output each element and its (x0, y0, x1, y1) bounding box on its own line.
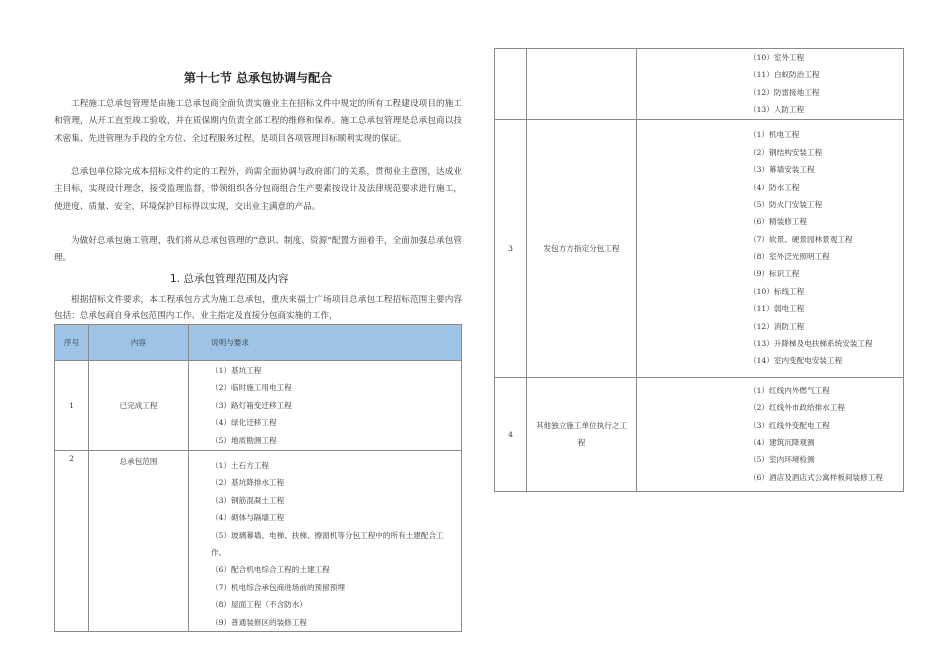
list-item: （11）弱电工程 (749, 304, 805, 314)
list-item: （14）室内变配电安装工程 (749, 356, 843, 366)
list-item: （9）普通装修区的装修工程 (211, 617, 307, 627)
table-row (495, 49, 904, 120)
scope-table-right (494, 48, 904, 492)
list-item: （1）红线内外燃气工程 (749, 385, 830, 395)
subsection-title: 1. 总承包管理范围及内容 (170, 273, 289, 285)
list-item: （6）配合机电综合工程的土建工程 (211, 565, 330, 575)
list-item: （4）建筑沉降观测 (749, 438, 815, 448)
row-content: 已完成工程 (89, 361, 189, 451)
table-header-row (55, 325, 462, 361)
row-desc (189, 451, 462, 632)
table-row (495, 119, 904, 377)
list-item: （12）消防工程 (749, 321, 805, 331)
header-no: 序号 (55, 325, 89, 361)
row-number: 3 (495, 119, 527, 377)
list-item: （9）标识工程 (749, 269, 800, 279)
list-item: （4）防水工程 (749, 182, 800, 192)
list-item: （6）酒店及酒店式公寓样板间装修工程 (749, 472, 883, 482)
row-number: 4 (495, 377, 527, 491)
list-item: （2）钢结构安装工程 (749, 147, 823, 157)
table-row (55, 451, 462, 632)
row-content: 发包方方指定分包工程 (527, 119, 637, 377)
list-item: （2）基坑降排水工程 (211, 478, 285, 488)
row-content: 其他独立施工单位执行之工程 (527, 377, 637, 491)
paragraph-1: 工程施工总承包管理是由施工总承包商全面负责实施业主在招标文件中规定的所有工程建设项目的施工和管理，从开工直至竣工验收，并在质保期内负责全部工程的维修和保养。施工总承包管理是总承包商以技术密集、先进管理为手段的全方位、全过程服务过程，是项目各项管理目标顺利实现的保证。 (54, 99, 462, 144)
list-item: （4）绿化迁移工程 (211, 418, 277, 428)
row-number: 1 (55, 361, 89, 451)
row-desc (637, 377, 904, 491)
row-desc (637, 49, 904, 120)
section-title: 第十七节 总承包协调与配合 (183, 71, 333, 85)
list-item: （6）精装修工程 (749, 217, 807, 227)
list-item: （5）防火门安装工程 (749, 199, 823, 209)
list-item: （3）幕墙安装工程 (749, 165, 815, 175)
row-desc (189, 361, 462, 451)
list-item: （11）白蚁防治工程 (749, 70, 820, 80)
subsection-intro: 根据招标文件要求，本工程承包方式为施工总承包，重庆来福士广场项目总承包工程招标范围主要内容包括：总承包商自身承包范围内工作、业主指定及直接分包商实施的工作， (54, 295, 462, 321)
list-item: （5）室内环境检测 (749, 455, 815, 465)
header-desc: 说明与要求 (189, 325, 462, 361)
list-item: （10）标线工程 (749, 286, 805, 296)
list-item: （1）土石方工程 (211, 461, 269, 470)
list-item: （5）玻璃幕墙、电梯、扶梯、擦窗机等分包工程中的所有土建配合工作。 (211, 530, 444, 557)
row-number: 2 (55, 451, 89, 632)
row-content (527, 49, 637, 120)
list-item: （13）人防工程 (749, 105, 805, 115)
list-item: （5）地质勘测工程 (211, 435, 277, 445)
list-item: （2）红线外市政给排水工程 (749, 403, 845, 413)
list-item: （8）室外泛光照明工程 (749, 252, 830, 262)
paragraph-3: 为做好总承包施工管理，我们将从总承包管理的“意识、制度、资源”配置方面着手，全面加强总承包管理。 (54, 236, 462, 264)
list-item: （1）机电工程 (749, 130, 800, 140)
list-item: （2）临时施工用电工程 (211, 383, 292, 393)
paragraph-2: 总承包单位除完成本招标文件约定的工程外，尚需全面协调与政府部门的关系，贯彻业主意图，达成业主目标，实现设计理念，接受监理监督，带领组织各分包商组合生产要素按设计及法律规范要求进行施工，使进度、质量、安全、环境保护目标得以实现，交出业主满意的产品。 (54, 167, 462, 212)
list-item: （10）室外工程 (749, 53, 805, 62)
list-item: （8）屋面工程（不含防水） (211, 600, 307, 610)
list-item: （3）钢筋混凝土工程 (211, 495, 285, 505)
scope-table-left (54, 324, 462, 632)
list-item: （3）路灯箱变迁移工程 (211, 400, 292, 410)
list-item: （3）红线外变配电工程 (749, 420, 830, 430)
list-item: （13）升降梯及电扶梯系统安装工程 (749, 339, 873, 349)
table-row (495, 377, 904, 491)
header-content: 内容 (89, 325, 189, 361)
row-content: 总承包范围 (89, 451, 189, 632)
table-row (55, 361, 462, 451)
row-number (495, 49, 527, 120)
list-item: （4）砌体与隔墙工程 (211, 513, 285, 523)
list-item: （7）软景、硬景园林景观工程 (749, 234, 853, 244)
list-item: （1）基坑工程 (211, 366, 262, 376)
list-item: （12）防雷接地工程 (749, 87, 820, 97)
row-desc (637, 119, 904, 377)
list-item: （7）机电综合承包商进场前的预留预埋 (211, 582, 345, 592)
